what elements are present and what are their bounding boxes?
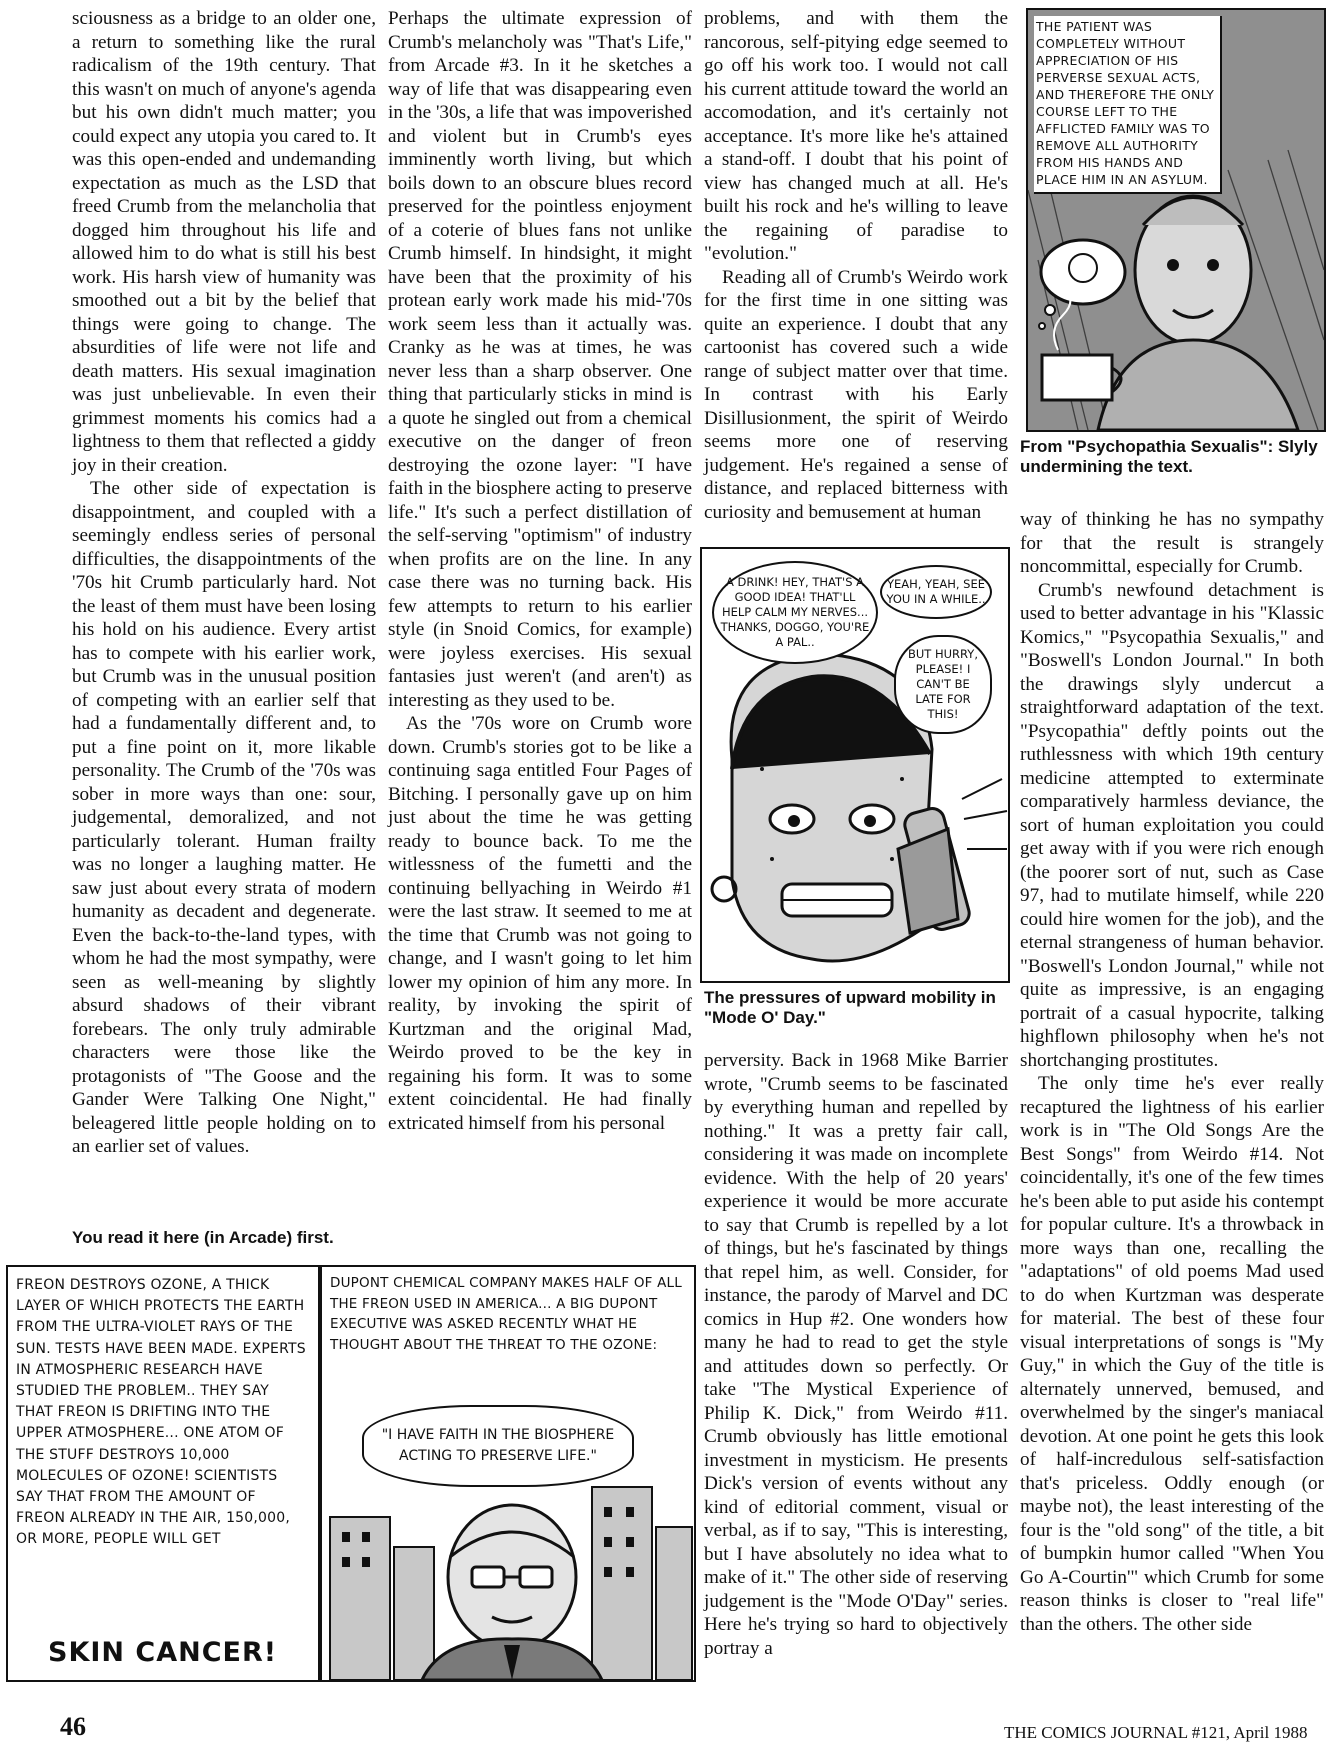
comic-panel-dupont [320, 1265, 696, 1682]
paragraph: sciousness as a bridge to an older one, a return to something like the rural radicalism of the 19th century. That this wasn't on much of anyone's agenda but his own didn't much matter; you could expect any utopia you cared to. It was this open-ended and undemanding expectation as much as the LSD that freed Crumb from the melancholia that dogged him throughout his life and allowed him to do what is still his best work. His harsh view of humanity was smoothed out a bit by the belief that things were going to change. The absurdities of life were not life and death matters. His sexual imagination was just unbelievable. In even their grimmest moments his comics had a lightness to them that reflected a giddy joy in their creation. [72, 8, 376, 476]
speech-bubble-hurry: BUT HURRY, PLEASE! I CAN'T BE LATE FOR THIS! [894, 635, 992, 734]
paragraph: problems, and with them the rancorous, self-pitying edge seemed to go off his work too. I would not call his current attitude toward the world an accomodation, and it's certainly not acceptance. It's more like he's attained a stand-off. I doubt that his point of view has changed much at all. He's built his rock and he's willing to leave the regaining of paradise to "evolution." [704, 8, 1008, 264]
paragraph: The other side of expectation is disappointment, and coupled with a seemingly endless series of personal difficulties, the disappointments of the '70s hit Crumb particularly hard. Not the least of them must have been losing his hold on his audience. Every artist has to compete with his earlier work, but Crumb was in the unusual position of competing with an earlier self that had a fundamentally different and, to put a fine point on it, more likable personality. The Crumb of the '70s was sober in more ways than one: sour, judgemental, demoralized, and not particularly tolerant. Human frailty was no longer a laughing matter. He saw just about every strata of modern humanity as decadent and degenerate. Even the back-to-the-land types, with whom he had the most sympathy, were seen as well-meaning by slightly absurd shadows of their vibrant forebears. The only truly admirable characters were those like the protagonists of "The Goose and the Gander Were Talking One Night," beleagered little people holding on to an earlier set of values. [72, 478, 376, 1157]
paragraph: perversity. Back in 1968 Mike Barrier wrote, "Crumb seems to be fascinated by everything human and repelled by nothing." It was a pretty fair call, considering it was made on incomplete evidence. With the help of 20 years' experience it would be more accurate to say that Crumb is repelled by a lot of things, but he's fascinated by things that repel him, as well. Consider, for instance, the parody of Marvel and DC comics in Hup #2. One wonders how many he had to read to get the style and attitudes down so perfectly. Or take "The Mystical Experience of Philip K. Dick," from Weirdo #11. Crumb obviously has little emotional investment in mysticism. He presents Dick's version of events without any kind of editorial comment, visual or verbal, as if to say, "This is interesting, but I have absolutely no idea what to make of it." The other side of reserving judgement is the "Mode O'Day" series. Here he's trying so hard to objectively portray a [704, 1050, 1008, 1659]
column-3-lower [704, 1049, 1008, 1660]
paragraph: Crumb's newfound detachment is used to better advantage in his "Klassic Komics," "Psycopathia Sexualis," and "Boswell's London Journal." In both the drawings slyly undercut a straightforward adaptation of the text. "Psycopathia" deftly points out the ruthlessness with which 19th century medicine attempted to exterminate comparatively harmless deviance, the sort of human exploitation you could get away with if you were rich enough (the poorer sort of nut, such as Case 97, had to mutilate himself, while 220 could hire women for the job), and the eternal strangeness of human behavior. "Boswell's London Journal," while not quite as impressive, is an engaging portrait of a casual hypocrite, talking highflown philosophy when he's not shortchanging prostitutes. [1020, 579, 1324, 1071]
journal-footer: THE COMICS JOURNAL #121, April 1988 [1004, 1723, 1308, 1742]
column-4 [1020, 508, 1324, 1636]
column-3-upper [704, 7, 1008, 524]
panel-caption-box: THE PATIENT WAS COMPLETELY WITHOUT APPRECIATION OF HIS PERVERSE SEXUAL ACTS, AND THEREFORE THE ONLY COURSE LEFT TO THE AFFLICTED FAMILY WAS TO REMOVE ALL AUTHORITY FROM HIS HANDS AND PLACE HIM IN AN ASYLUM. [1034, 16, 1222, 194]
caption-arcade: You read it here (in Arcade) first. [72, 1228, 334, 1247]
paragraph: Reading all of Crumb's Weirdo work for the first time in one sitting was quite an experience. I doubt that any cartoonist has covered such a wide range of subject matter over that time. In contrast with his Early Disillusionment, the spirit of Weirdo seems more one of reserving judgement. He's regained a sense of distance, and replaced bitterness with curiosity and bemusement at human [704, 266, 1008, 523]
speech-bubble-drink: A DRINK! HEY, THAT'S A GOOD IDEA! THAT'LL HELP CALM MY NERVES... THANKS, DOGGO, YOU'RE A PAL.. [712, 561, 878, 664]
column-1 [72, 7, 376, 1159]
speech-bubble-biosphere: "I HAVE FAITH IN THE BIOSPHERE ACTING TO PRESERVE LIFE." [362, 1405, 634, 1487]
comic-panel-psychopathia [1026, 8, 1326, 432]
column-2 [388, 7, 692, 1135]
skin-cancer-text: SKIN CANCER! [48, 1637, 278, 1668]
paragraph: The only time he's ever really recaptured the lightness of his earlier work is in "The Old Songs Are the Best Songs" from Weirdo #14. Not coincidentally, it's one of the few times he's been able to put aside his contempt for popular culture. It's a throwback in more ways than one, recalling the "adaptations" of old poems Mad used to do when Kurtzman was desperate for material. The best of these four visual interpretations of songs is "My Guy," in which the Guy of the title is alternately unnerved, bemused, and overwhelmed by the singer's maniacal devotion. At one point he gets this look of half-incredulous self-satisfaction that's priceless. Oddly enough (or maybe not), the least interesting of the four is the "old song" of the title, a bit of bumpkin humor called "When You Go A-Courtin'" which Crumb for some reason thinks is closer to "real life" than the others. The other side [1020, 1073, 1324, 1635]
comic-panel-freon [6, 1265, 320, 1682]
paragraph: Perhaps the ultimate expression of Crumb's melancholy was "That's Life," from Arcade #3. In it he sketches a way of life that was disappearing even in the '30s, a life that was impoverished and violent but in Crumb's eyes imminently worth living, but which boils down to an obscure blues record preserved for the pointless enjoyment of a coterie of blues fans not unlike Crumb himself. In hindsight, it might have been that the proximity of his protean early work made his mid-'70s work seem less than it actually was. Cranky as he was at times, he was never less than a sharp observer. One thing that particularly sticks in mind is a quote he singled out from a chemical executive on the danger of freon destroying the ozone layer: "I have faith in the biosphere acting to preserve life." It's such a perfect distillation of the self-serving "optimism" of industry when profits are on the line. In any case there was no turning back. His few attempts to return to his earlier style (in Snoid Comics, for example) were joyless exercises. His sexual fantasies just weren't (and aren't) as interesting as they used to be. [388, 8, 692, 711]
dupont-narration: DUPONT CHEMICAL COMPANY MAKES HALF OF ALL THE FREON USED IN AMERICA... A BIG DUPONT EXECUTIVE WAS ASKED RECENTLY WHAT HE THOUGHT ABOUT THE THREAT TO THE OZONE: [330, 1273, 684, 1355]
caption-psychopathia: From "Psychopathia Sexualis": Slyly undermining the text. [1020, 437, 1318, 476]
paragraph: As the '70s wore on Crumb wore down. Crumb's stories got to be like a continuing saga entitled Four Pages of Bitching. I personally gave up on him just about the time he was getting ready to bounce back. To me the witlessness of the fumetti and the continuing bellyaching in Weirdo #1 were the last straw. It seemed to me at the time that Crumb was not going to change, and I wasn't going to let him lower my opinion of him any more. In reality, by invoking the spirit of Kurtzman and the original Mad, Weirdo proved to be the key in regaining his form. It was to some extent coincidental. He had finally extricated himself from his personal [388, 713, 692, 1134]
freon-narration: FREON DESTROYS OZONE, A THICK LAYER OF WHICH PROTECTS THE EARTH FROM THE ULTRA-VIOLET RAYS OF THE SUN. TESTS HAVE BEEN MADE. EXPERTS IN ATMOSPHERIC RESEARCH HAVE STUDIED THE PROBLEM.. THEY SAY THAT FREON IS DRIFTING INTO THE UPPER ATMOSPHERE... ONE ATOM OF THE STUFF DESTROYS 10,000 MOLECULES OF OZONE! SCIENTISTS SAY THAT FROM THE AMOUNT OF FREON ALREADY IN THE AIR, 150,000, OR MORE, PEOPLE WILL GET [16, 1277, 306, 1548]
caption-mode-oday: The pressures of upward mobility in "Mode O' Day." [704, 988, 996, 1027]
paragraph: way of thinking he has no sympathy for that the result is strangely noncommittal, especially for Crumb. [1020, 509, 1324, 577]
page-number: 46 [60, 1712, 86, 1741]
speech-bubble-see-you: YEAH, YEAH, SEE YOU IN A WHILE.. [880, 565, 992, 619]
comic-panel-mode-oday [700, 547, 1010, 983]
